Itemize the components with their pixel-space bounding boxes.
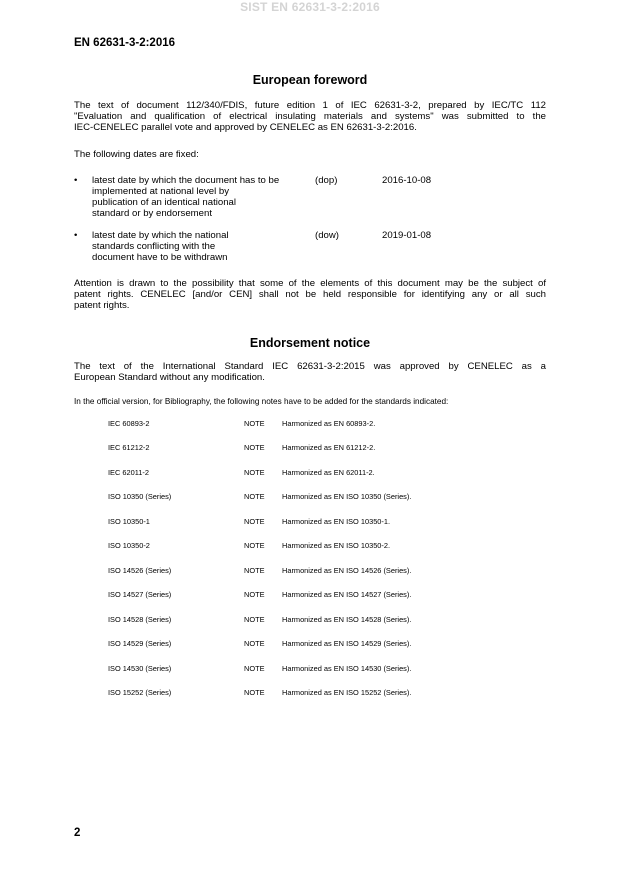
note-label: NOTE (244, 517, 265, 526)
note-text: Harmonized as EN ISO 14528 (Series). (282, 615, 412, 624)
text-line: publication of an identical national (92, 197, 237, 208)
note-text: Harmonized as EN 62011-2. (282, 468, 375, 477)
note-standard: ISO 14528 (Series) (108, 615, 172, 624)
note-standard: IEC 62011-2 (108, 468, 149, 477)
note-label: NOTE (244, 688, 265, 697)
date-code: (dow) (315, 230, 339, 241)
note-label: NOTE (244, 443, 265, 452)
text-line: standard or by endorsement (92, 208, 212, 219)
note-text: Harmonized as EN ISO 10350-2. (282, 541, 391, 550)
note-label: NOTE (244, 566, 265, 575)
note-row (108, 664, 508, 674)
text-line: implemented at national level by (92, 186, 230, 197)
note-text: Harmonized as EN ISO 14530 (Series). (282, 664, 412, 673)
date-item-text (92, 230, 229, 263)
note-row (108, 566, 508, 576)
date-value: 2019-01-08 (382, 230, 432, 241)
note-text: Harmonized as EN 60893-2. (282, 419, 376, 428)
endorsement-title: Endorsement notice (249, 336, 371, 350)
endorsement-paragraph (74, 361, 546, 383)
dates-intro: The following dates are fixed: (74, 149, 199, 160)
note-standard: ISO 14529 (Series) (108, 639, 172, 648)
bibliography-intro: In the official version, for Bibliography, the following notes have to be added for the standards indicated: (74, 397, 449, 406)
note-row (108, 541, 508, 551)
text-line: latest date by which the document has to be (92, 175, 280, 186)
note-row (108, 468, 508, 478)
text-line: IEC-CENELEC parallel vote and approved by CENELEC as EN 62631-3-2:2016. (74, 122, 417, 133)
text-line: The text of document 112/340/FDIS, future edition 1 of IEC 62631-3-2, prepared by IEC/TC 112 (74, 100, 546, 111)
date-code: (dop) (315, 175, 338, 186)
note-text: Harmonized as EN ISO 15252 (Series). (282, 688, 412, 697)
note-standard: ISO 10350 (Series) (108, 492, 172, 501)
note-label: NOTE (244, 639, 265, 648)
note-label: NOTE (244, 541, 265, 550)
note-standard: ISO 14526 (Series) (108, 566, 172, 575)
date-value: 2016-10-08 (382, 175, 432, 186)
note-row (108, 419, 508, 429)
note-label: NOTE (244, 492, 265, 501)
text-line: Attention is drawn to the possibility that some of the elements of this document may be the subject of (74, 278, 546, 289)
note-label: NOTE (244, 468, 265, 477)
note-label: NOTE (244, 664, 265, 673)
note-row (108, 492, 508, 502)
note-text: Harmonized as EN ISO 14529 (Series). (282, 639, 412, 648)
text-line: standards conflicting with the (92, 241, 216, 252)
note-text: Harmonized as EN 61212-2. (282, 443, 376, 452)
date-item-text (92, 175, 279, 219)
note-text: Harmonized as EN ISO 10350-1. (282, 517, 391, 526)
note-row (108, 639, 508, 649)
watermark: SIST EN 62631-3-2:2016 (240, 0, 380, 14)
bullet-icon: • (74, 175, 78, 186)
note-standard: IEC 60893-2 (108, 419, 150, 428)
note-standard: ISO 10350-1 (108, 517, 150, 526)
note-row (108, 590, 508, 600)
page-number: 2 (74, 827, 81, 839)
note-label: NOTE (244, 615, 265, 624)
text-line: latest date by which the national (92, 230, 229, 241)
text-line: document have to be withdrawn (92, 252, 228, 263)
note-standard: ISO 14527 (Series) (108, 590, 172, 599)
note-standard: ISO 10350-2 (108, 541, 150, 550)
note-row (108, 517, 508, 527)
text-line: The text of the International Standard IEC 62631-3-2:2015 was approved by CENELEC as a (74, 361, 546, 372)
text-line: "Evaluation and qualification of electrical insulating materials and systems" was submitted to the (74, 111, 546, 122)
note-standard: ISO 15252 (Series) (108, 688, 172, 697)
text-line: patent rights. CENELEC [and/or CEN] shall not be held responsible for identifying any or all such (74, 289, 546, 300)
note-text: Harmonized as EN ISO 14526 (Series). (282, 566, 412, 575)
attention-paragraph (74, 278, 546, 311)
note-label: NOTE (244, 419, 265, 428)
text-line: European Standard without any modification. (74, 372, 265, 383)
foreword-title: European foreword (252, 73, 368, 87)
note-row (108, 443, 508, 453)
note-label: NOTE (244, 590, 265, 599)
note-text: Harmonized as EN ISO 14527 (Series). (282, 590, 412, 599)
note-row (108, 615, 508, 625)
bullet-icon: • (74, 230, 78, 241)
document-id: EN 62631-3-2:2016 (74, 37, 176, 49)
text-line: patent rights. (74, 300, 130, 311)
note-row (108, 688, 508, 698)
foreword-paragraph (74, 100, 546, 133)
note-text: Harmonized as EN ISO 10350 (Series). (282, 492, 412, 501)
note-standard: ISO 14530 (Series) (108, 664, 172, 673)
note-standard: IEC 61212-2 (108, 443, 150, 452)
